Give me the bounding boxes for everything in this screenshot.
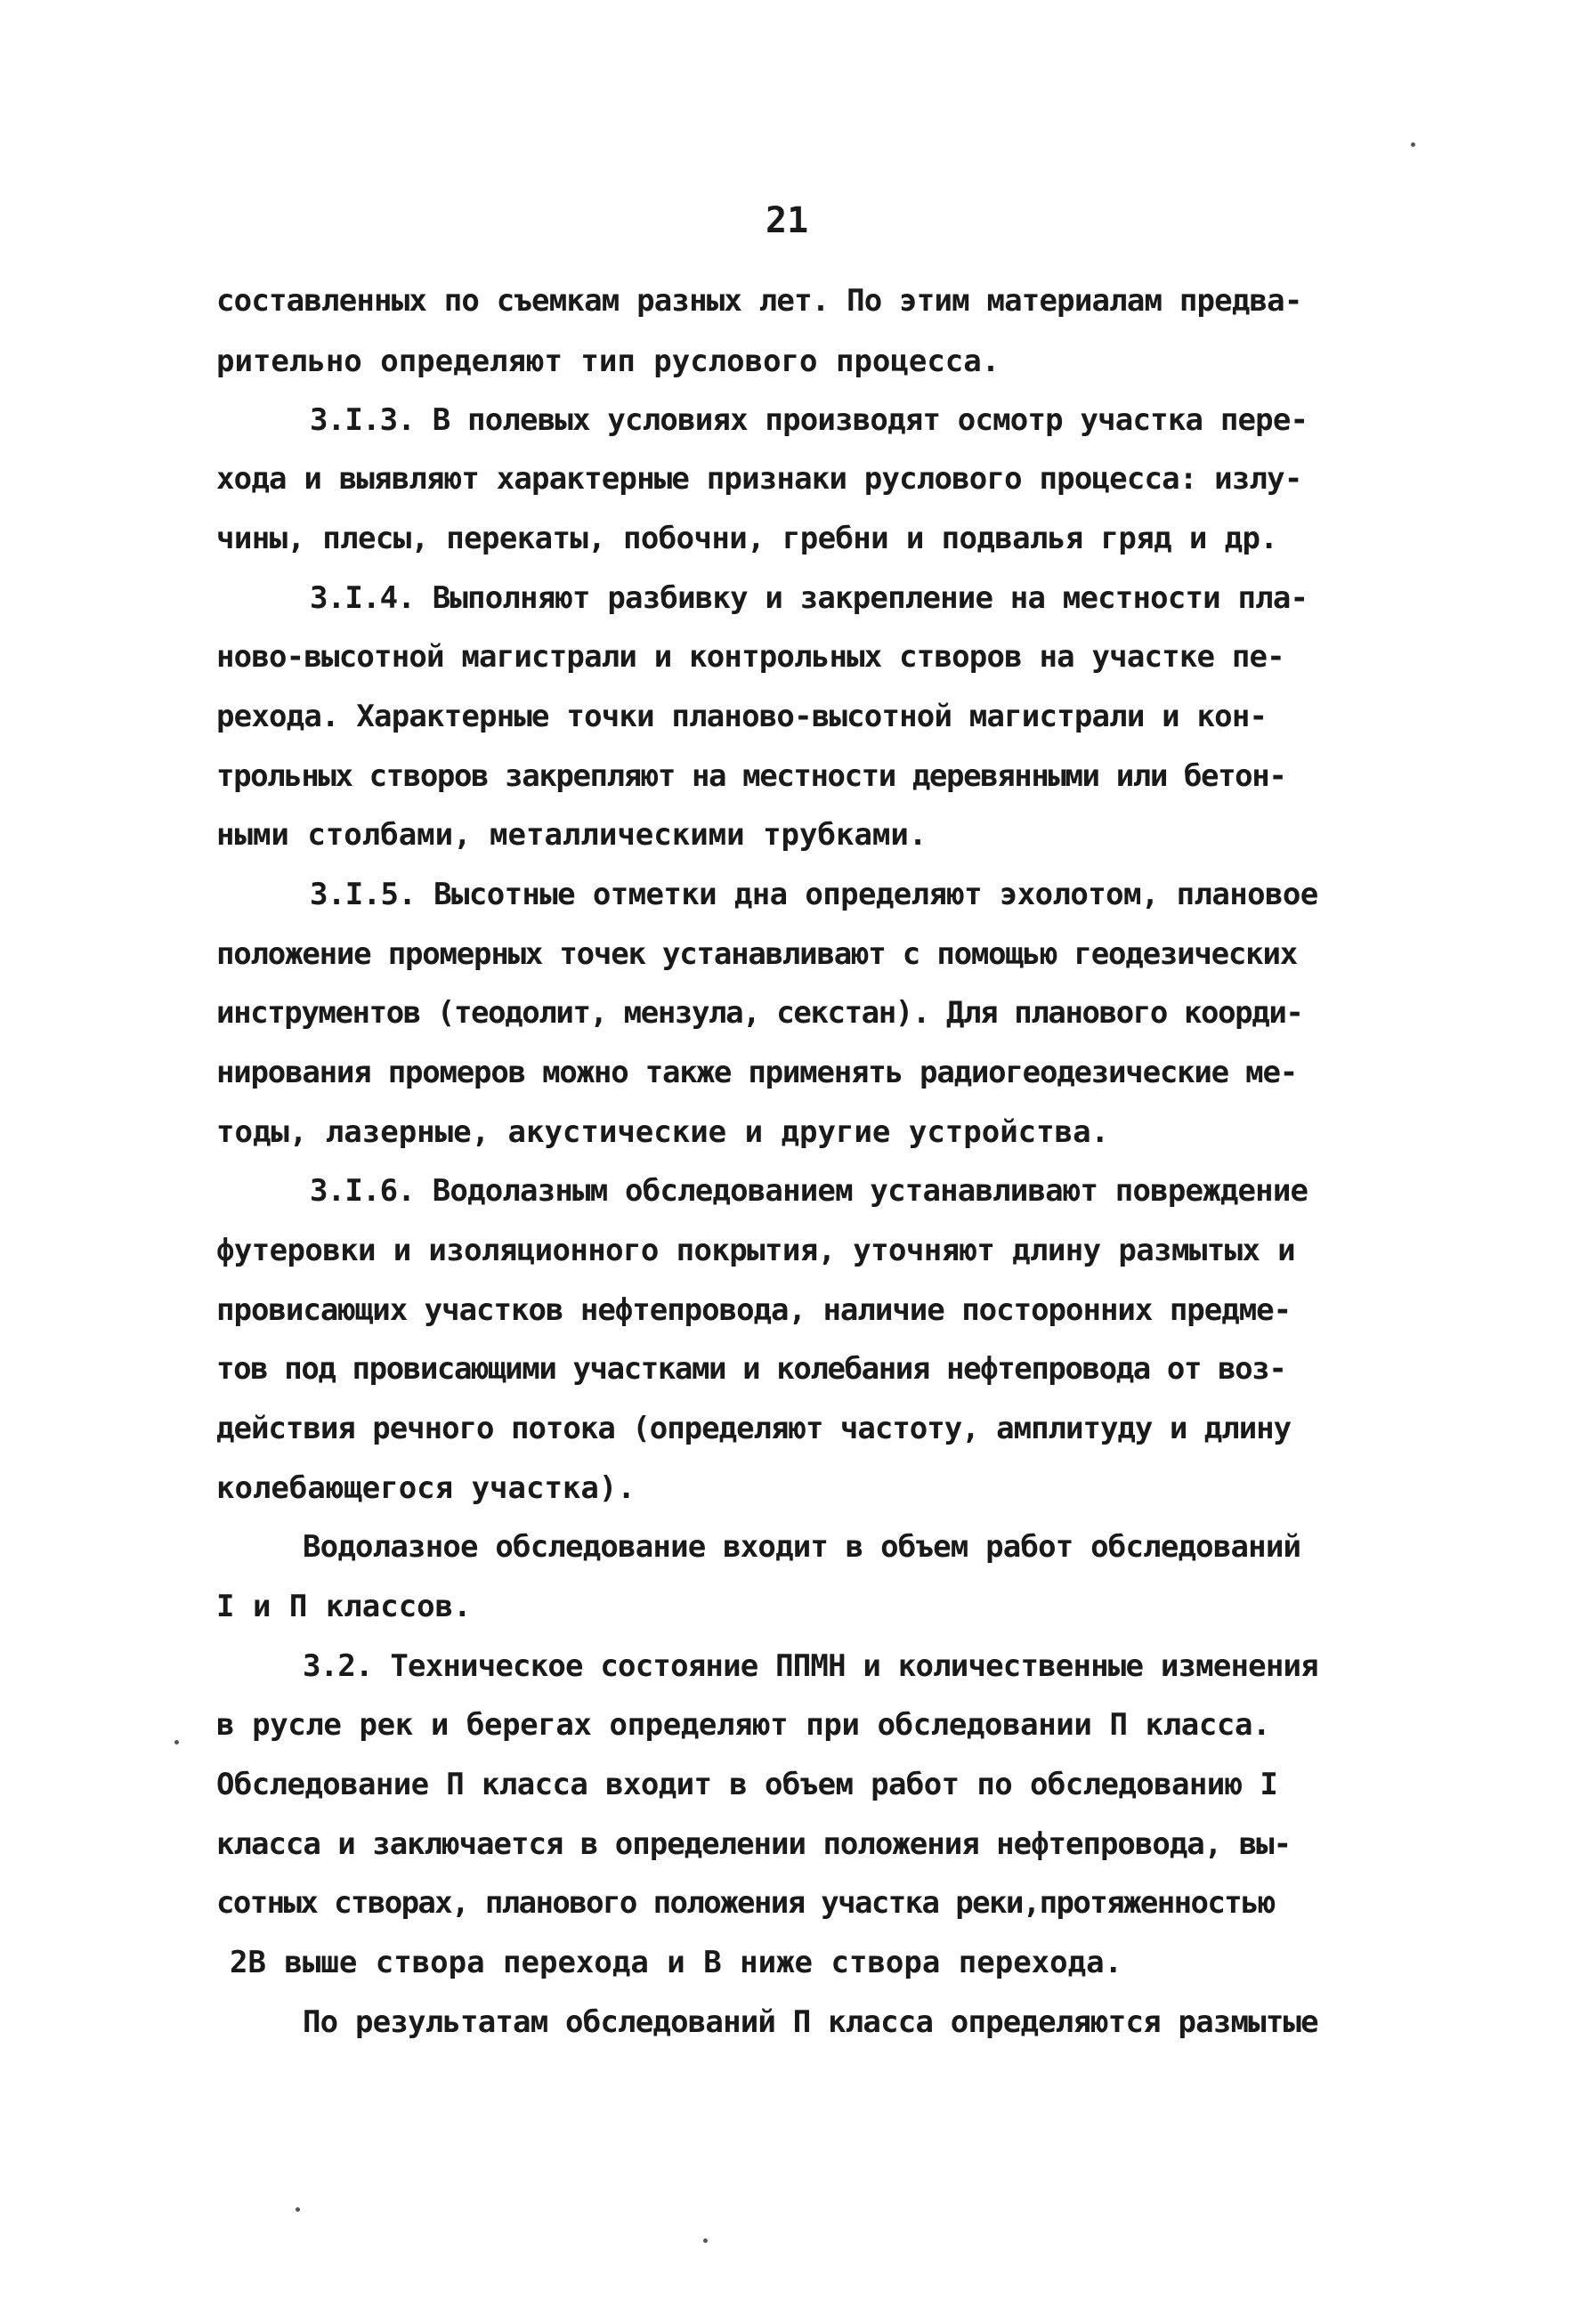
scan-speck (296, 2207, 300, 2212)
text-line: 2В выше створа перехода и В ниже створа перехода. (230, 1945, 1123, 1980)
scan-speck (174, 1740, 179, 1744)
text-line: рехода. Характерные точки планово-высотной магистрали и кон- (216, 699, 1268, 734)
text-line: тоды, лазерные, акустические и другие устройства. (216, 1114, 1110, 1150)
text-line: По результатам обследований П класса определяются размытые (303, 2004, 1318, 2040)
text-line: сотных створах, планового положения участка реки,протяженностью (216, 1885, 1275, 1921)
text-line: в русле рек и берегах определяют при обследовании П класса. (216, 1707, 1271, 1743)
text-line: трольных створов закрепляют на местности деревянными или бетон- (216, 758, 1286, 794)
text-line: 3.I.4. Выполняют разбивку и закрепление на местности пла- (310, 580, 1308, 616)
text-line: провисающих участков нефтепровода, наличие посторонних предме- (216, 1292, 1292, 1328)
text-line: ными столбами, металлическими трубками. (216, 817, 928, 853)
scan-speck (1411, 142, 1415, 147)
text-line: положение промерных точек устанавливают с помощью геодезических (216, 936, 1297, 972)
text-line: действия речного потока (определяют частоту, амплитуду и длину (216, 1411, 1292, 1446)
text-line: чины, плесы, перекаты, побочни, гребни и подвалья гряд и др. (216, 521, 1278, 556)
text-line: 3.I.3. В полевых условиях производят осмотр участка пере- (310, 402, 1308, 438)
text-line: инструментов (теодолит, мензула, секстан). Для планового коорди- (216, 995, 1303, 1031)
text-line: колебающегося участка). (216, 1470, 636, 1506)
text-line: 3.2. Техническое состояние ППМН и количественные изменения (303, 1648, 1318, 1684)
text-line: класса и заключается в определении положения нефтепровода, вы- (216, 1826, 1292, 1862)
text-line: футеровки и изоляционного покрытия, уточняют длину размытых и (216, 1233, 1296, 1268)
text-line: ново-высотной магистрали и контрольных створов на участке пе- (216, 639, 1284, 675)
text-line: нирования промеров можно также применять радиогеодезические ме- (216, 1055, 1297, 1090)
text-line: хода и выявляют характерные признаки руслового процесса: излу- (216, 461, 1302, 497)
text-line: 3.I.6. Водолазным обследованием устанавливают повреждение (310, 1173, 1308, 1209)
text-line: тов под провисающими участками и колебания нефтепровода от воз- (216, 1351, 1286, 1387)
text-line: Обследование П класса входит в объем работ по обследованию I (216, 1767, 1278, 1802)
scan-speck (703, 2238, 708, 2243)
text-line: составленных по съемкам разных лет. По этим материалам предва- (216, 283, 1302, 319)
text-line: I и П классов. (216, 1589, 472, 1624)
text-line: рительно определяют тип руслового процесса. (216, 344, 1001, 379)
text-line: 3.I.5. Высотные отметки дна определяют эхолотом, плановое (310, 877, 1318, 912)
text-line: Водолазное обследование входит в объем работ обследований (303, 1529, 1301, 1565)
page-number: 21 (766, 200, 809, 241)
